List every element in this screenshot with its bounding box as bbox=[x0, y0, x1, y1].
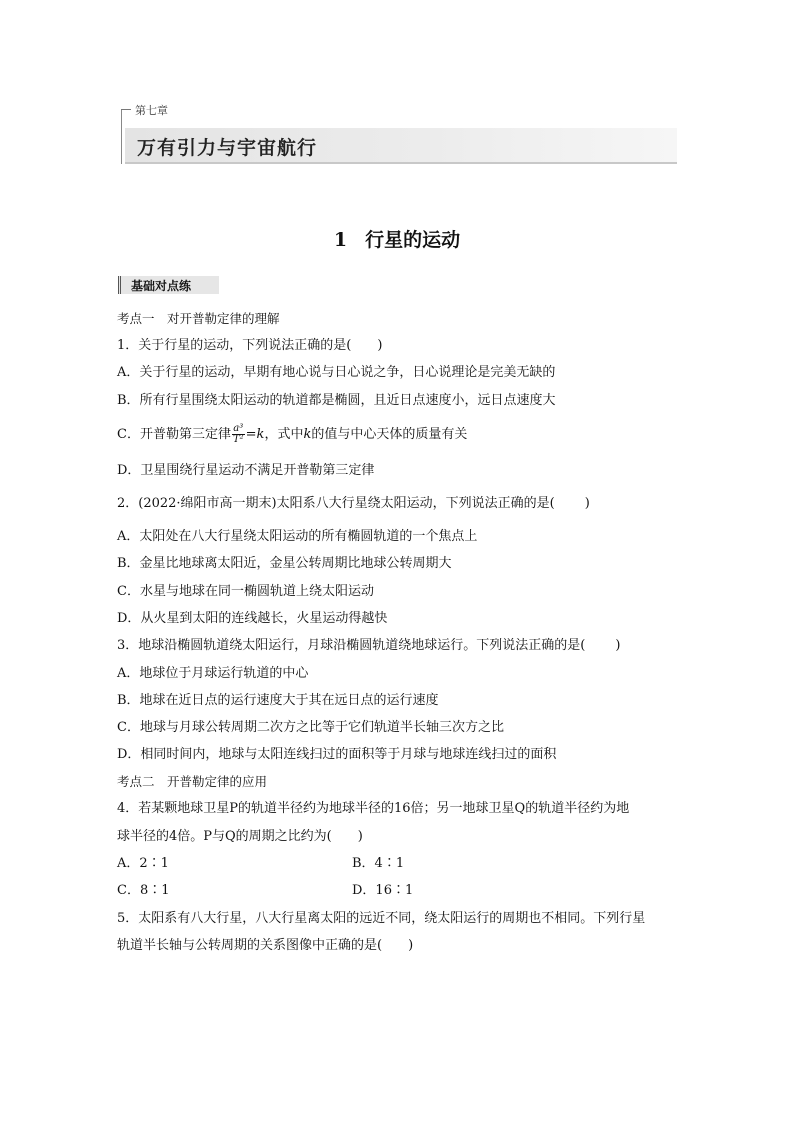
question-2-close-paren: ) bbox=[584, 496, 590, 511]
question-2-option-b: B．金星比地球离太阳近，金星公转周期比地球公转周期大 bbox=[117, 556, 452, 571]
practice-tag bbox=[118, 276, 219, 294]
question-1-option-b: B．所有行星围绕太阳运动的轨道都是椭圆，且近日点速度小，远日点速度大 bbox=[117, 393, 556, 408]
question-3-option-c: C．地球与月球公转周期二次方之比等于它们轨道半长轴三次方之比 bbox=[117, 720, 504, 735]
question-4-option-d: D．16∶1 bbox=[352, 883, 414, 898]
question-3-close-paren: ) bbox=[615, 638, 621, 653]
knowledge-point-2: 考点二 开普勒定律的应用 bbox=[117, 774, 268, 789]
question-1-option-c-prefix: C．开普勒第三定律 bbox=[117, 427, 231, 442]
question-4-stem-line-1: 4．若某颗地球卫星P的轨道半径约为地球半径的16倍；另一地球卫星Q的轨道半径约为地 bbox=[117, 801, 630, 816]
chapter-title: 万有引力与宇宙航行 bbox=[137, 137, 318, 159]
formula-k: k bbox=[256, 427, 265, 442]
question-4-option-c: C．8∶1 bbox=[117, 883, 170, 898]
question-5-close-paren: ) bbox=[408, 938, 414, 953]
chapter-label: 第七章 bbox=[121, 102, 168, 118]
question-1-stem bbox=[117, 338, 382, 354]
question-1-stem-text: 1．关于行星的运动，下列说法正确的是( bbox=[117, 338, 352, 353]
question-1-close-paren: ) bbox=[377, 338, 383, 353]
fraction-denominator: T² bbox=[232, 434, 244, 445]
kepler-formula-fraction bbox=[232, 424, 245, 445]
question-4-stem-line-2 bbox=[117, 829, 363, 845]
section-title-text: 行星的运动 bbox=[365, 229, 461, 251]
question-2-stem bbox=[117, 496, 590, 512]
question-3-option-d: D．相同时间内，地球与太阳连线扫过的面积等于月球与地球连线扫过的面积 bbox=[117, 747, 557, 762]
question-2-option-c: C．水星与地球在同一椭圆轨道上绕太阳运动 bbox=[117, 584, 374, 599]
question-3-option-b: B．地球在近日点的运行速度大于其在远日点的运行速度 bbox=[117, 693, 439, 708]
question-3-option-a: A．地球位于月球运行轨道的中心 bbox=[117, 666, 309, 681]
question-3-stem-text: 3．地球沿椭圆轨道绕太阳运行，月球沿椭圆轨道绕地球运行。下列说法正确的是( bbox=[117, 638, 586, 653]
question-2-option-d: D．从火星到太阳的连线越长，火星运动得越快 bbox=[117, 611, 388, 626]
chapter-divider bbox=[121, 110, 122, 164]
question-2-stem-text: 2．(2022·绵阳市高一期末)太阳系八大行星绕太阳运动，下列说法正确的是( bbox=[117, 496, 555, 511]
practice-tag-label: 基础对点练 bbox=[131, 279, 192, 293]
question-4-option-a: A．2∶1 bbox=[117, 856, 169, 871]
question-1-option-a: A．关于行星的运动，早期有地心说与日心说之争，日心说理论是完美无缺的 bbox=[117, 365, 556, 380]
question-3-stem bbox=[117, 638, 620, 654]
knowledge-point-1: 考点一 对开普勒定律的理解 bbox=[117, 311, 280, 326]
chapter-header bbox=[121, 102, 677, 162]
question-1-option-d: D．卫星围绕行星运动不满足开普勒第三定律 bbox=[117, 463, 375, 478]
question-5-stem-line-1: 5．太阳系有八大行星，八大行星离太阳的远近不同，绕太阳运行的周期也不相同。下列行星 bbox=[117, 911, 646, 926]
chapter-title-bar bbox=[125, 128, 677, 164]
section-title bbox=[0, 225, 794, 252]
formula-k-2: k bbox=[303, 427, 312, 442]
question-1-option-c-mid: ，式中 bbox=[264, 427, 304, 442]
question-5-stem-line-2 bbox=[117, 938, 413, 954]
question-1-option-c bbox=[117, 422, 467, 448]
question-5-stem-line-2-text: 轨道半长轴与公转周期的关系图像中正确的是( bbox=[117, 938, 383, 953]
fraction-numerator: a³ bbox=[233, 423, 244, 434]
question-1-option-c-suffix: 的值与中心天体的质量有关 bbox=[311, 427, 468, 442]
question-4-close-paren: ) bbox=[357, 829, 363, 844]
question-2-option-a: A．太阳处在八大行星绕太阳运动的所有椭圆轨道的一个焦点上 bbox=[117, 529, 478, 544]
section-number: 1 bbox=[333, 229, 348, 251]
formula-equals: = bbox=[245, 427, 257, 442]
question-4-stem-line-2-text: 球半径的4倍。P与Q的周期之比约为( bbox=[117, 829, 332, 844]
question-4-option-b: B．4∶1 bbox=[352, 856, 405, 871]
